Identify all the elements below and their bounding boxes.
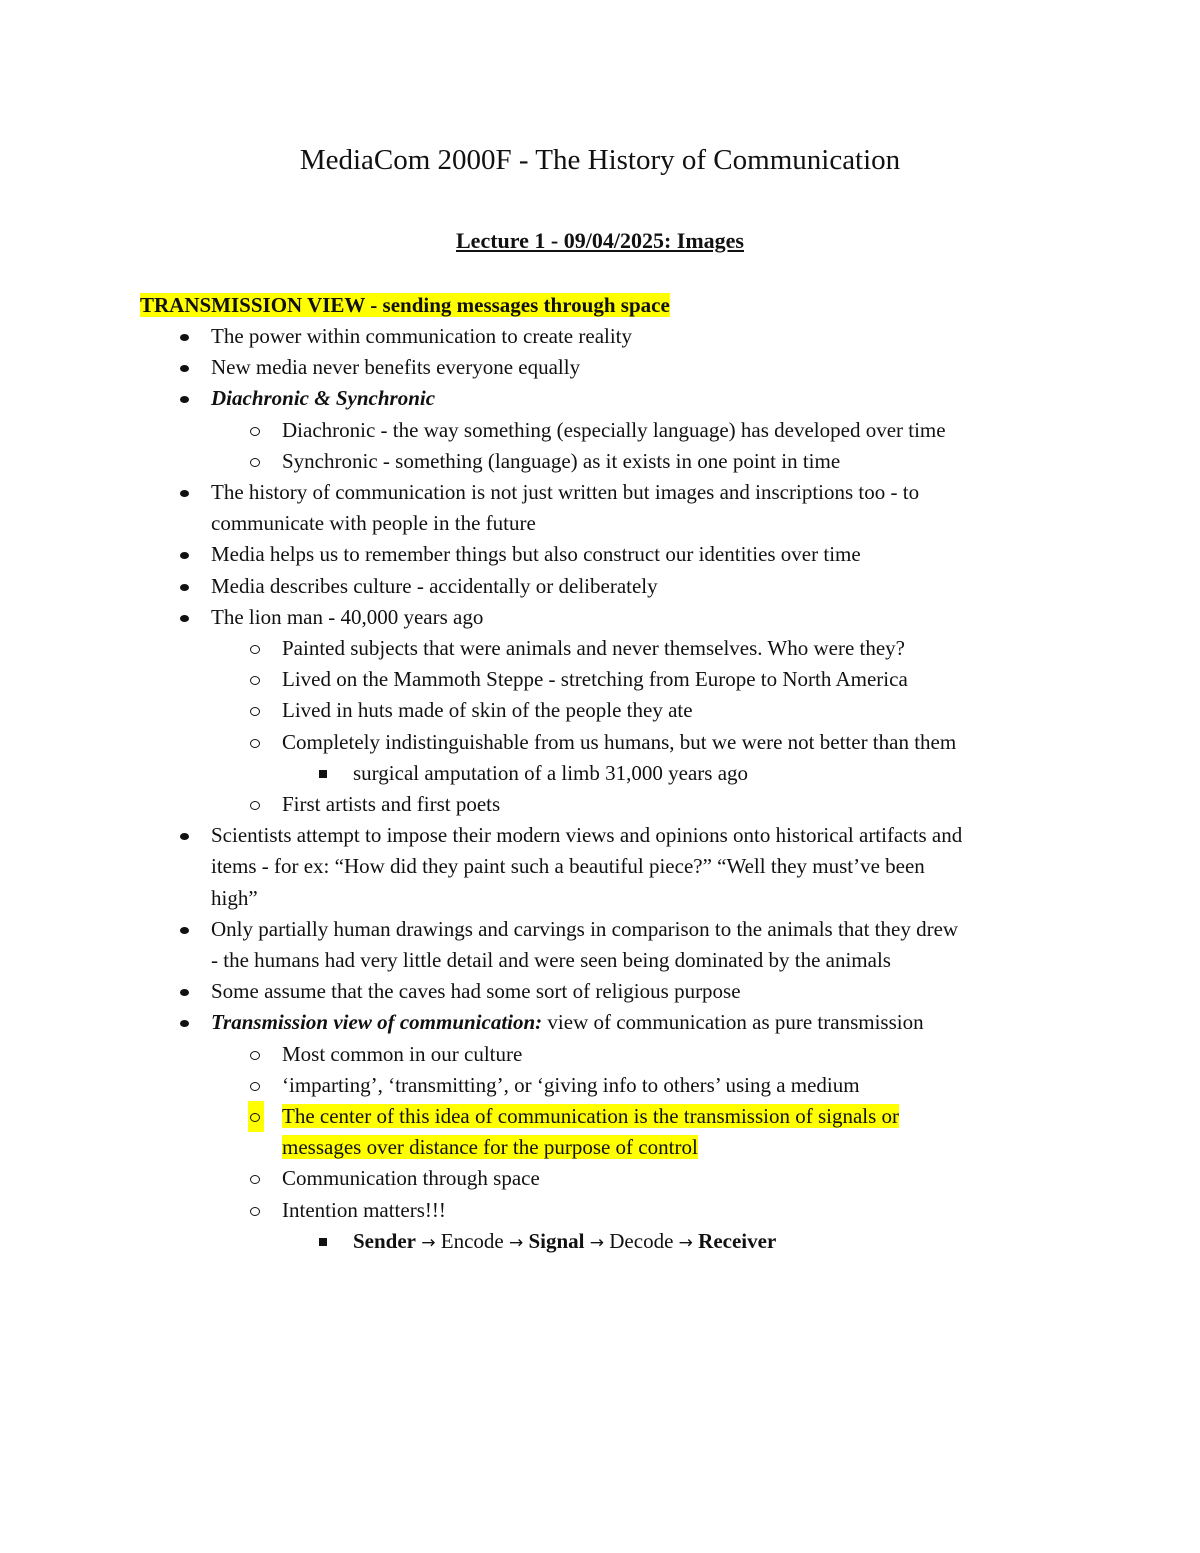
flow-encode: Encode (440, 1228, 504, 1253)
list-item (0, 602, 1200, 633)
list-item-text: Most common in our culture (282, 1041, 523, 1066)
list-item-text: Diachronic & Synchronic (211, 386, 436, 411)
list-item-text: Media describes culture - accidentally or deliberately (211, 573, 658, 598)
flow-receiver: Receiver (698, 1228, 777, 1253)
flow-signal: Signal (528, 1228, 585, 1253)
circle-bullet-icon (248, 695, 264, 726)
list-item-text (211, 1007, 1200, 1038)
circle-bullet-icon (248, 1163, 264, 1194)
list-item (0, 664, 1200, 695)
flow-sender: Sender (353, 1228, 416, 1253)
list-item (0, 1007, 1200, 1038)
list-item-text: Some assume that the caves had some sort of religious purpose (211, 979, 741, 1004)
list-item (0, 633, 1200, 664)
list-item-text-line: high” (211, 885, 258, 910)
list-item-text: First artists and first poets (282, 792, 501, 817)
list-item-text: Media helps us to remember things but also construct our identities over time (211, 542, 861, 567)
list-item (0, 352, 1200, 383)
list-item (0, 976, 1200, 1007)
circle-bullet-icon (248, 415, 264, 446)
circle-bullet-icon (248, 789, 264, 820)
arrow-right-icon: → (508, 1232, 524, 1253)
circle-bullet-icon (248, 1195, 264, 1226)
list-item (0, 789, 1200, 820)
list-item-text: surgical amputation of a limb 31,000 years ago (353, 760, 749, 785)
arrow-right-icon: → (589, 1232, 605, 1253)
list-item-text: Lived on the Mammoth Steppe - stretching from Europe to North America (282, 667, 908, 692)
highlighted-text: The center of this idea of communication is the transmission of signals or (282, 1104, 900, 1129)
circle-bullet-icon (248, 446, 264, 477)
circle-bullet-icon (248, 1070, 264, 1101)
list-item-text-line: Scientists attempt to impose their modern views and opinions onto historical artifacts and (211, 823, 963, 848)
list-item (0, 758, 1200, 789)
list-item (0, 446, 1200, 477)
circle-bullet-icon (248, 1039, 264, 1070)
list-item-highlighted (0, 1101, 1200, 1163)
list-item-text-line: Only partially human drawings and carvings in comparison to the animals that they drew (211, 916, 959, 941)
document-title: MediaCom 2000F - The History of Communication (299, 144, 901, 176)
list-item-text: Painted subjects that were animals and never themselves. Who were they? (282, 636, 905, 661)
arrow-right-icon: → (678, 1232, 693, 1253)
term-definition: view of communication as pure transmission (542, 1010, 924, 1035)
list-item (0, 383, 1200, 414)
section-heading-highlight: TRANSMISSION VIEW - sending messages through space (140, 293, 670, 317)
bullet-icon (178, 1007, 192, 1038)
list-item (0, 571, 1200, 602)
bullet-icon (178, 321, 192, 352)
circle-bullet-icon (248, 633, 264, 664)
bullet-icon (178, 976, 192, 1007)
highlighted-text: messages over distance for the purpose of control (282, 1135, 698, 1160)
list-item-text-line: communicate with people in the future (211, 511, 536, 536)
bullet-icon (178, 571, 192, 602)
list-item-text: ‘imparting’, ‘transmitting’, or ‘giving info to others’ using a medium (282, 1072, 860, 1097)
bullet-icon (178, 383, 192, 414)
flow-decode: Decode (609, 1228, 674, 1253)
list-item-text: Synchronic - something (language) as it exists in one point in time (282, 448, 841, 473)
list-item-text-line: - the humans had very little detail and were seen being dominated by the animals (211, 948, 891, 973)
bullet-icon (178, 352, 192, 383)
list-item (0, 1163, 1200, 1194)
list-item-text-line: items - for ex: “How did they paint such a beautiful piece?” “Well they must’ve been (211, 854, 925, 879)
bullet-icon (178, 602, 192, 633)
list-item-text: Intention matters!!! (282, 1197, 446, 1222)
arrow-right-icon: → (421, 1232, 436, 1253)
list-item (0, 539, 1200, 570)
circle-bullet-icon (248, 1101, 264, 1132)
list-item (0, 321, 1200, 352)
list-item (0, 1226, 1200, 1259)
bullet-icon (178, 820, 192, 851)
list-item (0, 695, 1200, 726)
list-item-text: Diachronic - the way something (especially language) has developed over time (282, 417, 946, 442)
list-item (0, 477, 1200, 539)
bullet-icon (178, 539, 192, 570)
list-item (0, 820, 1200, 914)
circle-bullet-icon (248, 727, 264, 758)
bullet-icon (178, 477, 192, 508)
list-item-text: Completely indistinguishable from us humans, but we were not better than them (282, 729, 957, 754)
list-item (0, 1070, 1200, 1101)
list-item-text: The power within communication to create reality (211, 324, 633, 348)
list-item (0, 914, 1200, 976)
communication-flow (353, 1226, 1200, 1259)
notes-outline (0, 321, 1200, 1259)
lecture-heading: Lecture 1 - 09/04/2025: Images (456, 228, 744, 253)
square-bullet-icon (318, 1226, 332, 1257)
list-item-text-line (282, 1132, 1200, 1163)
square-bullet-icon (318, 758, 332, 789)
circle-bullet-icon (248, 664, 264, 695)
list-item (0, 727, 1200, 758)
list-item-text-line: The history of communication is not just written but images and inscriptions too - to (211, 480, 920, 505)
list-item (0, 415, 1200, 446)
section-heading (140, 290, 670, 321)
list-item-text: Lived in huts made of skin of the people they ate (282, 698, 693, 723)
term-label: Transmission view of communication: (211, 1010, 543, 1035)
list-item (0, 1195, 1200, 1226)
list-item-text: Communication through space (282, 1166, 540, 1191)
list-item-text-line (282, 1101, 1200, 1132)
list-item-text: New media never benefits everyone equally (211, 355, 581, 380)
list-item (0, 1039, 1200, 1070)
bullet-icon (178, 914, 192, 945)
list-item-text: The lion man - 40,000 years ago (211, 604, 484, 629)
